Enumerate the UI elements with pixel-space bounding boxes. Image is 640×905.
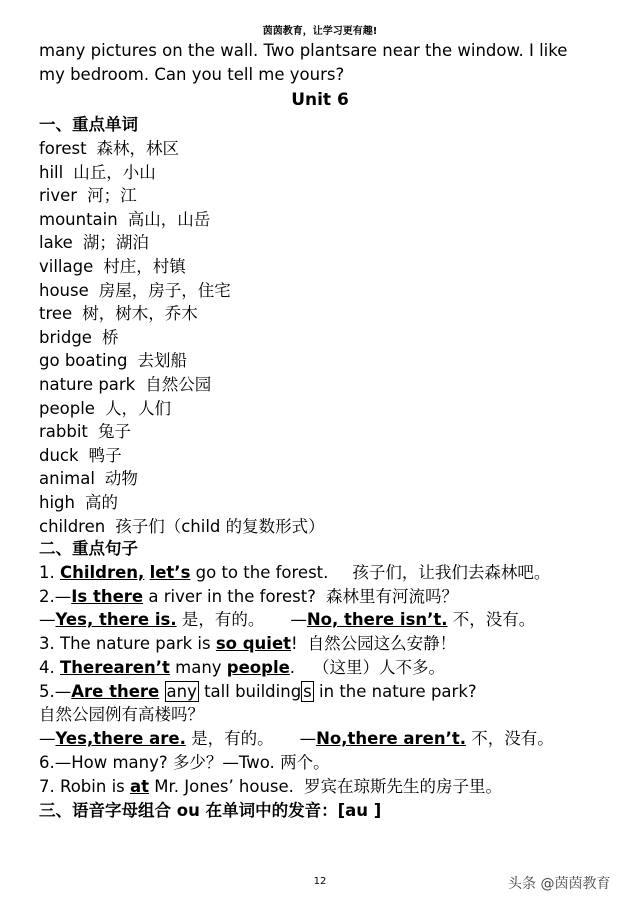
vocab-chinese: 自然公园 [145,375,212,394]
sentence-cn: 自然公园这么安静！ [307,634,457,653]
vocab-item [39,280,231,302]
section2-title: 二、重点句子 [39,539,138,558]
unit-title: Unit 6 [291,90,349,110]
dash: — [39,729,56,748]
vocab-english: high [39,493,75,512]
page-number: 12 [313,876,327,887]
sentence-cn: 不，没有。 [447,610,536,629]
vocab-english: rabbit [39,422,88,442]
underlined-phrase: Yes,there are. [55,729,186,748]
vocab-chinese: 湖；湖泊 [82,233,149,253]
underlined-phrase: people [226,658,290,677]
vocab-item [39,468,138,490]
vocab-english: hill [39,162,64,182]
vocab-item [39,421,131,443]
vocab-chinese: 树，树木，乔木 [82,304,198,324]
vocab-english: go boating [39,351,128,371]
vocab-english: children [39,516,106,536]
sentence-cn: （这里）人不多。 [313,658,446,677]
vocab-chinese: 森林，林区 [96,139,180,158]
section3-title: 三、语音字母组合 ou 在单词中的发音：[au ] [39,801,382,820]
vocab-item [39,516,325,538]
underlined-phrase: so quiet [215,634,292,653]
underlined-phrase: let’s [149,563,191,582]
sentence-num: 4. [39,658,60,677]
vocab-item [39,209,210,231]
sentence-text: ! [291,634,298,653]
vocab-item [39,350,187,372]
sentence-text: Mr. Jones’ house. [149,777,294,796]
vocab-chinese: 山丘，小山 [73,162,156,182]
boxed-letter: s [303,682,312,701]
vocab-english: duck [39,445,79,465]
sentence-text: 6.—How many? [39,753,168,772]
vocab-chinese: 兔子 [97,422,131,442]
vocab-english: tree [39,304,73,324]
sentence-text: go to the forest. [190,563,329,582]
dash: — [290,610,307,629]
sentence-5-cn: 自然公园例有高楼吗？ [39,705,204,724]
vocab-english: river [39,186,78,206]
vocab-english: people [39,398,95,418]
sentence-6 [39,752,330,774]
sentence-cn: 是，有的。 [185,729,274,748]
intro-line-1: many pictures on the wall. Two plantsare near the window. I like [39,41,568,60]
vocab-chinese: 动物 [104,469,138,489]
sentence-text: . [289,658,296,677]
vocab-item [39,327,118,349]
vocab-chinese: 鸭子 [88,445,122,465]
sentence-3 [39,633,456,655]
vocab-english: mountain [39,209,118,229]
sentence-2-answer [39,609,535,631]
vocab-chinese: 房屋，房子，住宅 [98,280,231,300]
vocab-item [39,398,171,420]
sentence-cn: 不，没有。 [466,729,554,748]
boxed-word: any [166,682,197,701]
vocab-item [39,492,118,514]
vocab-item [39,162,156,184]
vocab-english: village [39,257,94,276]
sentence-4 [39,657,445,679]
dash: — [299,729,317,748]
vocab-chinese: 人，人们 [104,398,171,418]
vocab-chinese: 高山，山岳 [127,209,211,229]
dash: — [39,610,56,629]
vocab-chinese: 河；江 [87,186,137,206]
sentence-text: 3. The nature park is [39,634,216,653]
watermark: 头条 @茵茵教育 [508,876,611,892]
underlined-phrase: No, there isn’t. [306,610,448,629]
vocab-item [39,232,149,254]
vocab-chinese: 去划船 [137,351,187,371]
sentence-5 [39,681,477,703]
sentence-cn: 是，有的。 [176,610,265,629]
underlined-phrase: Therearen’t [60,658,170,677]
sentence-text: a river in the forest? [143,587,316,606]
vocab-item [39,256,186,278]
vocab-item [39,303,198,325]
underlined-phrase: Is there [71,587,144,606]
sentence-text: in the nature park? [313,682,477,701]
vocab-english: forest [39,139,87,158]
vocab-english: nature park [39,375,136,394]
vocab-english: bridge [39,327,92,347]
sentence-cn: 多少？ [172,753,223,772]
sentence-text: tall building [198,682,302,701]
sentence-text: —Two. [222,753,275,772]
underlined-phrase: at [130,777,150,796]
vocab-item [39,185,137,207]
vocab-chinese: 高的 [84,493,118,512]
vocab-chinese: 孩子们（child 的复数形式） [115,516,325,536]
sentence-1 [39,562,550,584]
sentence-cn: 两个。 [280,753,330,772]
vocab-item [39,138,179,160]
page-header: 茵茵教育，让学习更有趣! [262,26,378,37]
underlined-phrase: Yes, there is. [55,610,177,629]
vocab-item [39,445,122,467]
sentence-num: 5.— [39,682,72,701]
vocab-chinese: 村庄，村镇 [103,257,186,276]
vocab-item [39,374,211,396]
vocab-english: house [39,280,89,300]
underlined-phrase: Are there [71,682,160,701]
intro-line-2: my bedroom. Can you tell me yours? [39,65,345,84]
sentence-cn: 森林里有河流吗？ [325,587,458,606]
section1-title: 一、重点单词 [39,115,138,134]
sentence-2 [39,586,458,608]
vocab-chinese: 桥 [101,327,119,347]
vocab-english: lake [39,233,73,253]
sentence-5-answer [39,728,554,750]
sentence-cn: 罗宾在琼斯先生的房子里。 [303,777,502,796]
vocab-english: animal [39,469,95,489]
sentence-text: 7. Robin is [39,777,130,796]
underlined-phrase: Children, [60,563,145,582]
sentence-num: 2.— [39,587,72,606]
sentence-text: many [169,658,227,677]
sentence-7 [39,776,502,798]
sentence-cn: 孩子们，让我们去森林吧。 [352,563,551,582]
underlined-phrase: No,there aren’t. [316,729,467,748]
sentence-num: 1. [39,563,60,582]
